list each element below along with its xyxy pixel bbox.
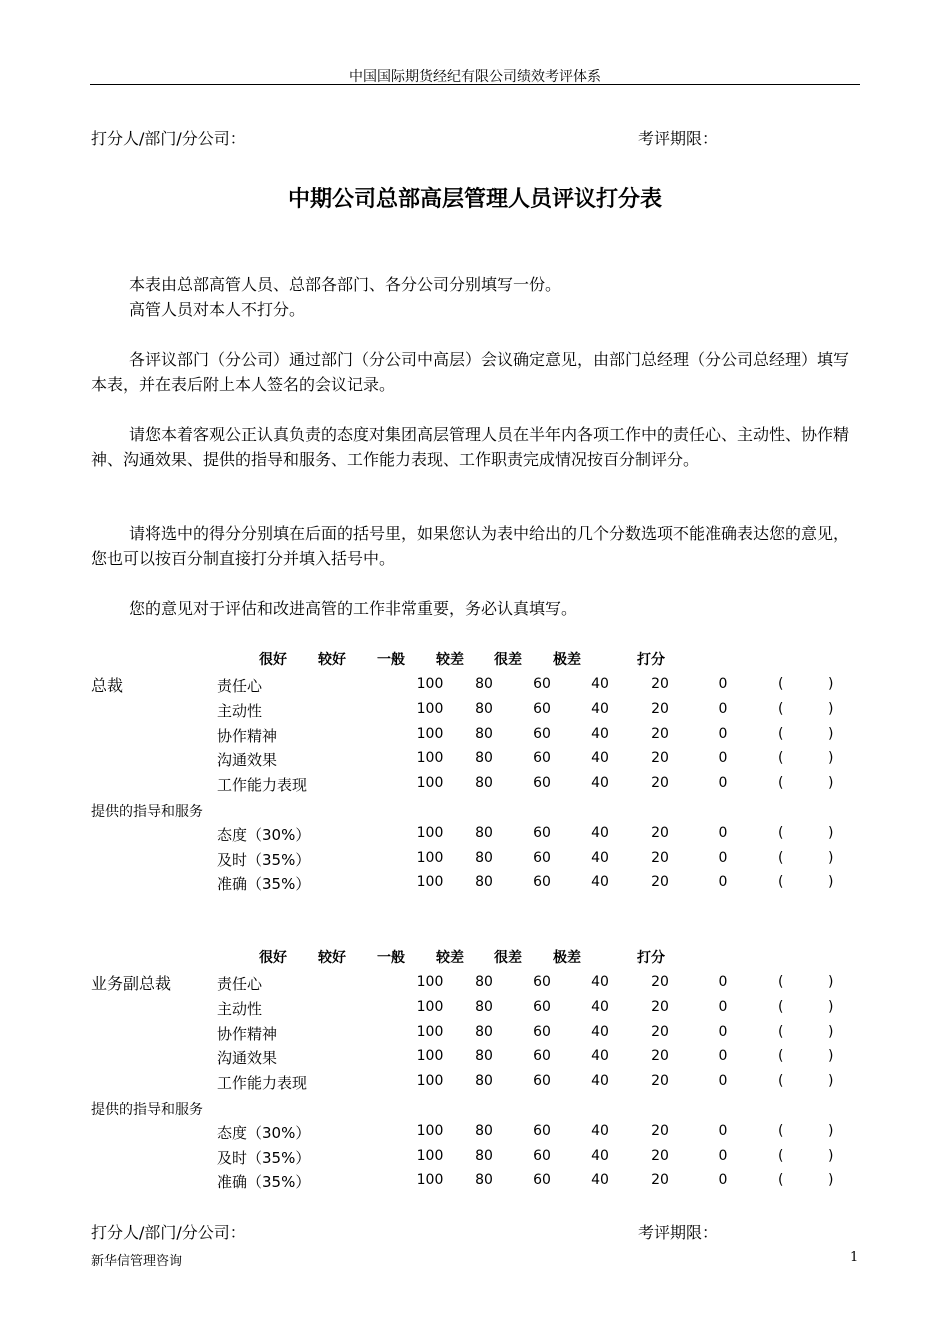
score-bracket-close: ) <box>828 750 834 767</box>
score-option[interactable]: 60 <box>533 824 551 841</box>
score-option[interactable]: 0 <box>718 700 728 717</box>
intro-text-4: 请您本着客观公正认真负责的态度对集团高层管理人员在半年内各项工作中的责任心、主动性、协作精神、沟通效果、提供的指导和服务、工作能力表现、工作职责完成情况按百分制评分。 <box>91 425 850 469</box>
score-option[interactable]: 80 <box>475 1172 493 1189</box>
scale-label: 较好 <box>318 652 346 668</box>
score-option[interactable]: 100 <box>416 1122 444 1139</box>
score-option[interactable]: 40 <box>591 1122 609 1139</box>
person-title: 总裁 <box>91 676 124 695</box>
score-bracket-close: ) <box>828 874 834 891</box>
score-option[interactable]: 20 <box>651 849 669 866</box>
score-option[interactable]: 100 <box>416 849 444 866</box>
criterion-label: 主动性 <box>217 701 263 720</box>
scale-label: 一般 <box>377 652 405 668</box>
score-option[interactable]: 0 <box>718 1023 728 1040</box>
score-option[interactable]: 40 <box>591 1147 609 1164</box>
criterion-label: 工作能力表现 <box>217 1074 308 1093</box>
score-bracket-close: ) <box>828 1147 834 1164</box>
criterion-label: 沟通效果 <box>217 751 278 770</box>
form-title: 中期公司总部高层管理人员评议打分表 <box>287 187 662 212</box>
score-option[interactable]: 20 <box>651 1073 669 1090</box>
score-option[interactable]: 40 <box>591 725 609 742</box>
score-option[interactable]: 80 <box>475 700 493 717</box>
criterion-label: 责任心 <box>217 975 263 993</box>
score-option[interactable]: 100 <box>416 1172 444 1189</box>
score-option[interactable]: 40 <box>591 874 609 891</box>
intro-paragraph-1 <box>91 272 861 297</box>
score-bracket-open: ( <box>778 998 784 1015</box>
score-option[interactable]: 60 <box>533 998 551 1015</box>
scale-label: 较差 <box>436 652 464 668</box>
score-option[interactable]: 80 <box>475 1122 493 1139</box>
score-option[interactable]: 20 <box>651 824 669 841</box>
score-bracket-open: ( <box>778 676 784 692</box>
score-option[interactable]: 20 <box>651 1122 669 1139</box>
score-option[interactable]: 100 <box>416 874 444 891</box>
score-option[interactable]: 100 <box>416 700 444 717</box>
score-option[interactable]: 0 <box>718 824 728 841</box>
score-bracket-open: ( <box>778 974 784 990</box>
score-option[interactable]: 60 <box>533 1023 551 1040</box>
score-option[interactable]: 20 <box>651 725 669 742</box>
scale-label: 很差 <box>494 652 522 668</box>
score-option[interactable]: 0 <box>718 725 728 742</box>
scale-label: 较差 <box>436 950 464 966</box>
score-option[interactable]: 80 <box>475 824 493 841</box>
score-bracket-open: ( <box>778 1147 784 1164</box>
score-option[interactable]: 20 <box>651 700 669 717</box>
score-option[interactable]: 60 <box>533 1048 551 1065</box>
score-bracket-open: ( <box>778 824 784 841</box>
scale-label: 打分 <box>637 950 665 966</box>
score-option[interactable]: 80 <box>475 1147 493 1164</box>
intro-text-2: 高管人员对本人不打分。 <box>129 300 306 319</box>
score-bracket-close: ) <box>828 700 834 717</box>
score-option[interactable]: 0 <box>718 676 728 692</box>
score-option[interactable]: 100 <box>416 775 444 792</box>
criterion-label: 准确（35%） <box>217 875 311 894</box>
page-number: 1 <box>850 1250 859 1265</box>
score-option[interactable]: 0 <box>718 849 728 866</box>
score-option[interactable]: 80 <box>475 1073 493 1090</box>
score-option[interactable]: 0 <box>718 1048 728 1065</box>
score-option[interactable]: 80 <box>475 750 493 767</box>
score-option[interactable]: 60 <box>533 1122 551 1139</box>
score-option[interactable]: 60 <box>533 1073 551 1090</box>
header-rule <box>90 84 860 85</box>
scale-label: 很好 <box>259 652 287 668</box>
score-option[interactable]: 80 <box>475 725 493 742</box>
score-bracket-close: ) <box>828 824 834 841</box>
criterion-label: 协作精神 <box>217 1024 278 1043</box>
score-option[interactable]: 0 <box>718 974 728 990</box>
score-bracket-close: ) <box>828 725 834 742</box>
intro-text-3: 各评议部门（分公司）通过部门（分公司中高层）会议确定意见，由部门总经理（分公司总经理）填写本表，并在表后附上本人签名的会议记录。 <box>91 350 850 394</box>
period-label: 考评期限： <box>638 129 719 148</box>
intro-paragraph-6 <box>91 596 861 621</box>
score-option[interactable]: 60 <box>533 700 551 717</box>
score-option[interactable]: 100 <box>416 676 444 692</box>
score-bracket-open: ( <box>778 775 784 792</box>
score-bracket-open: ( <box>778 1172 784 1189</box>
intro-paragraph-3 <box>91 347 861 397</box>
score-option[interactable]: 40 <box>591 775 609 792</box>
score-option[interactable]: 60 <box>533 974 551 990</box>
criterion-label: 态度（30%） <box>217 1123 311 1142</box>
score-option[interactable]: 80 <box>475 974 493 990</box>
score-option[interactable]: 0 <box>718 775 728 792</box>
scale-label: 很好 <box>259 950 287 966</box>
score-option[interactable]: 100 <box>416 1147 444 1164</box>
score-option[interactable]: 20 <box>651 775 669 792</box>
scale-label: 较好 <box>318 950 346 966</box>
score-option[interactable]: 40 <box>591 974 609 990</box>
score-option[interactable]: 40 <box>591 750 609 767</box>
score-option[interactable]: 60 <box>533 849 551 866</box>
score-option[interactable]: 100 <box>416 1073 444 1090</box>
score-option[interactable]: 80 <box>475 998 493 1015</box>
score-option[interactable]: 40 <box>591 1073 609 1090</box>
criterion-label: 沟通效果 <box>217 1049 278 1068</box>
score-option[interactable]: 80 <box>475 676 493 692</box>
score-bracket-open: ( <box>778 1122 784 1139</box>
score-option[interactable]: 60 <box>533 1147 551 1164</box>
score-option[interactable]: 60 <box>533 1172 551 1189</box>
criterion-label: 准确（35%） <box>217 1173 311 1192</box>
score-bracket-open: ( <box>778 849 784 866</box>
page-header: 中国国际期货经纪有限公司绩效考评体系 <box>349 69 601 85</box>
score-option[interactable]: 0 <box>718 750 728 767</box>
intro-text-1: 本表由总部高管人员、总部各部门、各分公司分别填写一份。 <box>129 275 562 294</box>
footer-consultant: 新华信管理咨询 <box>91 1254 183 1269</box>
score-option[interactable]: 20 <box>651 1172 669 1189</box>
score-option[interactable]: 100 <box>416 750 444 767</box>
score-bracket-close: ) <box>828 974 834 990</box>
score-option[interactable]: 40 <box>591 998 609 1015</box>
score-bracket-open: ( <box>778 1023 784 1040</box>
score-option[interactable]: 60 <box>533 725 551 742</box>
score-option[interactable]: 80 <box>475 1023 493 1040</box>
score-option[interactable]: 20 <box>651 676 669 692</box>
score-option[interactable]: 20 <box>651 750 669 767</box>
score-bracket-close: ) <box>828 1048 834 1065</box>
score-bracket-close: ) <box>828 1073 834 1090</box>
score-option[interactable]: 80 <box>475 1048 493 1065</box>
score-bracket-close: ) <box>828 1172 834 1189</box>
score-option[interactable]: 60 <box>533 775 551 792</box>
rater-label: 打分人/部门/分公司： <box>91 129 246 148</box>
scale-label: 极差 <box>553 652 581 668</box>
rater-label-bottom: 打分人/部门/分公司： <box>91 1223 246 1242</box>
scale-label: 极差 <box>553 950 581 966</box>
score-option[interactable]: 40 <box>591 824 609 841</box>
score-bracket-close: ) <box>828 775 834 792</box>
score-option[interactable]: 0 <box>718 1122 728 1139</box>
score-bracket-open: ( <box>778 874 784 891</box>
person-title: 业务副总裁 <box>91 974 172 993</box>
score-option[interactable]: 60 <box>533 676 551 692</box>
score-bracket-close: ) <box>828 676 834 692</box>
intro-paragraph-2 <box>91 297 861 322</box>
score-option[interactable]: 100 <box>416 974 444 990</box>
score-option[interactable]: 80 <box>475 775 493 792</box>
score-option[interactable]: 40 <box>591 1023 609 1040</box>
score-option[interactable]: 0 <box>718 874 728 891</box>
scale-label: 打分 <box>637 652 665 668</box>
score-bracket-open: ( <box>778 750 784 767</box>
criterion-label: 主动性 <box>217 999 263 1018</box>
intro-paragraph-4 <box>91 422 861 472</box>
score-bracket-open: ( <box>778 700 784 717</box>
score-option[interactable]: 100 <box>416 725 444 742</box>
score-option[interactable]: 40 <box>591 1048 609 1065</box>
score-option[interactable]: 80 <box>475 849 493 866</box>
score-option[interactable]: 80 <box>475 874 493 891</box>
score-bracket-open: ( <box>778 1073 784 1090</box>
score-option[interactable]: 100 <box>416 1048 444 1065</box>
score-option[interactable]: 60 <box>533 750 551 767</box>
score-option[interactable]: 20 <box>651 1048 669 1065</box>
criterion-label: 责任心 <box>217 677 263 695</box>
scale-label: 一般 <box>377 950 405 966</box>
score-bracket-close: ) <box>828 1122 834 1139</box>
intro-text-5: 请将选中的得分分别填在后面的括号里，如果您认为表中给出的几个分数选项不能准确表达您的意见，您也可以按百分制直接打分并填入括号中。 <box>91 524 850 568</box>
score-option[interactable]: 0 <box>718 1073 728 1090</box>
section-label: 提供的指导和服务 <box>91 1102 203 1118</box>
score-bracket-open: ( <box>778 1048 784 1065</box>
section-label: 提供的指导和服务 <box>91 804 203 820</box>
score-bracket-close: ) <box>828 998 834 1015</box>
score-option[interactable]: 20 <box>651 1147 669 1164</box>
criterion-label: 工作能力表现 <box>217 776 308 795</box>
score-option[interactable]: 20 <box>651 998 669 1015</box>
score-option[interactable]: 40 <box>591 849 609 866</box>
criterion-label: 态度（30%） <box>217 825 311 844</box>
criterion-label: 协作精神 <box>217 726 278 745</box>
intro-text-6: 您的意见对于评估和改进高管的工作非常重要，务必认真填写。 <box>129 599 578 618</box>
score-option[interactable]: 0 <box>718 1147 728 1164</box>
score-bracket-close: ) <box>828 849 834 866</box>
scale-label: 很差 <box>494 950 522 966</box>
score-option[interactable]: 60 <box>533 874 551 891</box>
score-option[interactable]: 20 <box>651 874 669 891</box>
intro-paragraph-5 <box>91 521 861 571</box>
criterion-label: 及时（35%） <box>217 850 311 869</box>
score-option[interactable]: 100 <box>416 1023 444 1040</box>
score-option[interactable]: 40 <box>591 676 609 692</box>
score-option[interactable]: 0 <box>718 1172 728 1189</box>
period-label-bottom: 考评期限： <box>638 1223 719 1242</box>
score-option[interactable]: 20 <box>651 1023 669 1040</box>
score-option[interactable]: 0 <box>718 998 728 1015</box>
score-option[interactable]: 100 <box>416 998 444 1015</box>
score-option[interactable]: 40 <box>591 700 609 717</box>
score-bracket-close: ) <box>828 1023 834 1040</box>
score-option[interactable]: 20 <box>651 974 669 990</box>
criterion-label: 及时（35%） <box>217 1148 311 1167</box>
score-option[interactable]: 100 <box>416 824 444 841</box>
score-bracket-open: ( <box>778 725 784 742</box>
score-option[interactable]: 40 <box>591 1172 609 1189</box>
